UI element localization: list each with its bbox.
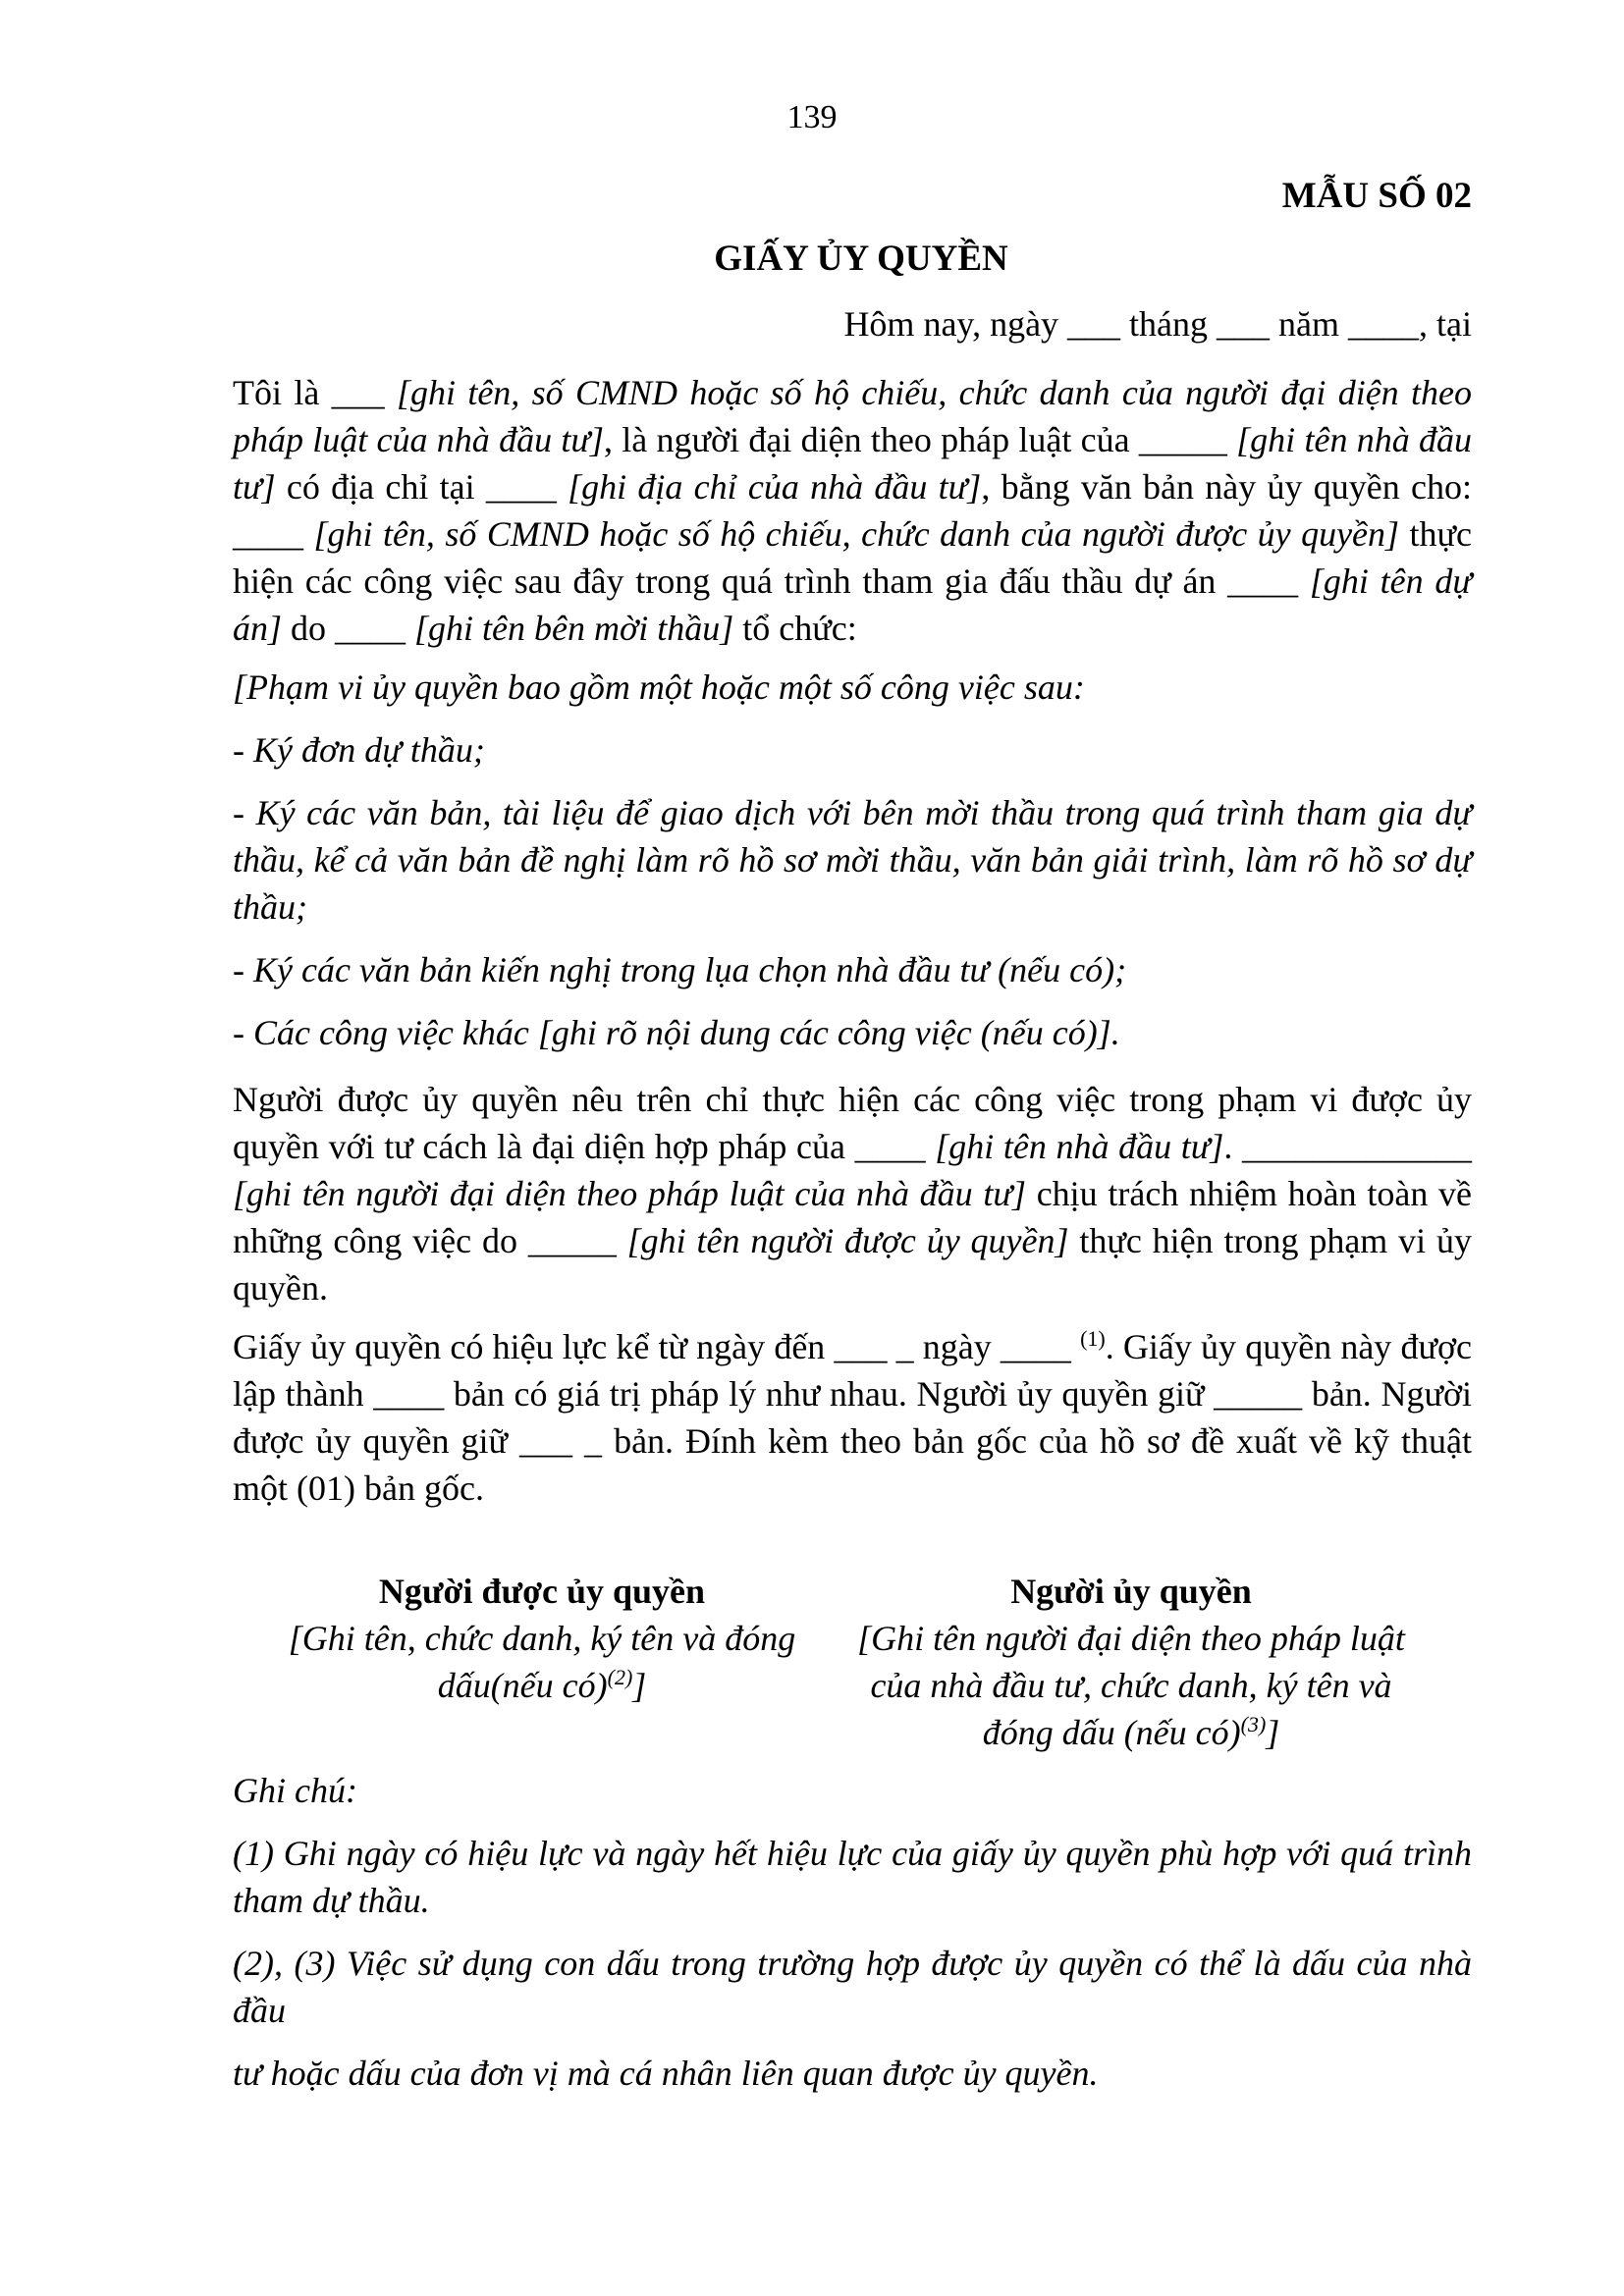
signature-title: Người được ủy quyền bbox=[378, 1572, 706, 1611]
document-title: GIẤY ỦY QUYỀN bbox=[714, 239, 1008, 279]
placeholder-text: [ghi tên dự án] bbox=[233, 561, 1472, 648]
placeholder-text: [ghi tên người được ủy quyền] bbox=[626, 1221, 1069, 1260]
placeholder-text: [ghi tên người đại diện theo pháp luật của nhà đầu tư] bbox=[233, 1174, 1027, 1213]
authorization-paragraph bbox=[233, 369, 1472, 652]
text-segment: tổ chức: bbox=[733, 609, 857, 648]
bracket-close: ] bbox=[632, 1666, 647, 1705]
paragraph-1 bbox=[233, 369, 1472, 652]
validity-paragraph bbox=[233, 1323, 1472, 1512]
placeholder-text: [ghi địa chỉ của nhà đầu tư] bbox=[568, 467, 982, 507]
scope-item: - Ký các văn bản, tài liệu để giao dịch với bên mời thầu trong quá trình tham gia dự thầu, kể cả văn bản đề nghị làm rõ hồ sơ mời thầu, văn bản giải trình, làm rõ hồ sơ dự thầu; bbox=[233, 793, 1472, 927]
placeholder-text: [ghi tên, số CMND hoặc số hộ chiếu, chức danh của người được ủy quyền] bbox=[313, 514, 1400, 554]
scope-item: - Ký đơn dự thầu; bbox=[233, 730, 485, 770]
signature-title: Người ủy quyền bbox=[1010, 1572, 1252, 1611]
text-segment: chịu trách nhiệm hoàn toàn về những công việc do _____ bbox=[233, 1174, 1472, 1260]
scope-list bbox=[233, 664, 1472, 1072]
note-item: (1) Ghi ngày có hiệu lực và ngày hết hiệu lực của giấy ủy quyền phù hợp với quá trình tham dự thầu. bbox=[233, 1834, 1472, 1920]
placeholder-text: [ghi tên bên mời thầu] bbox=[414, 609, 734, 648]
text-segment: thực hiện các công việc sau đây trong quá trình tham gia đấu thầu dự án ____ bbox=[233, 514, 1472, 601]
text-segment: , bằng văn bản này ủy quyền cho: ____ bbox=[233, 467, 1473, 554]
signature-instruction-text: [Ghi tên người đại diện theo pháp luật của nhà đầu tư, chức danh, ký tên và đóng dấu (nếu có) bbox=[857, 1619, 1405, 1752]
text-segment: do ____ bbox=[282, 609, 415, 648]
scope-heading: [Phạm vi ủy quyền bao gồm một hoặc một số công việc sau: bbox=[233, 667, 1085, 707]
notes-section bbox=[233, 1767, 1472, 2112]
text-segment: . _____________ bbox=[1223, 1127, 1472, 1166]
text-segment: có địa chỉ tại ____ bbox=[275, 467, 568, 507]
text-segment: Người được ủy quyền nêu trên chỉ thực hiện các công việc trong phạm vi được ủy quyền với tư cách là đại diện hợp pháp của ____ bbox=[233, 1080, 1472, 1166]
signature-instruction bbox=[257, 1615, 827, 1709]
page-number: 139 bbox=[786, 99, 838, 135]
placeholder-text: [ghi tên nhà đầu tư] bbox=[233, 420, 1472, 507]
placeholder-text: [ghi tên, số CMND hoặc số hộ chiếu, chức danh của người đại diện theo pháp luật của nhà đầu tư] bbox=[233, 373, 1472, 459]
date-line: Hôm nay, ngày ___ tháng ___ năm ____, tại bbox=[843, 304, 1472, 344]
signature-instruction-text: [Ghi tên, chức danh, ký tên và đóng dấu(nếu có) bbox=[288, 1619, 796, 1705]
placeholder-text: [ghi tên nhà đầu tư] bbox=[935, 1127, 1224, 1166]
signature-block-authorized bbox=[257, 1568, 827, 1709]
form-number: MẪU SỐ 02 bbox=[1281, 176, 1472, 216]
scope-item: - Các công việc khác [ghi rõ nội dung các công việc (nếu có)]. bbox=[233, 1013, 1120, 1052]
scope-item: - Ký các văn bản kiến nghị trong lụa chọn nhà đầu tư (nếu có); bbox=[233, 950, 1127, 989]
note-item: (2), (3) Việc sử dụng con dấu trong trường hợp được ủy quyền có thể là dấu của nhà đầu bbox=[233, 1944, 1472, 2030]
footnote-ref: (2) bbox=[607, 1665, 633, 1689]
paragraph-2 bbox=[233, 1076, 1472, 1311]
text-segment: Tôi là ___ bbox=[233, 373, 397, 412]
text-segment: Giấy ủy quyền có hiệu lực kể từ ngày đến ___ _ ngày ____ bbox=[233, 1327, 1081, 1366]
paragraph-3 bbox=[233, 1323, 1472, 1512]
note-item: tư hoặc dấu của đơn vị mà cá nhân liên quan được ủy quyền. bbox=[233, 2054, 1099, 2093]
notes-heading: Ghi chú: bbox=[233, 1771, 357, 1810]
footnote-ref: (1) bbox=[1080, 1326, 1106, 1351]
bracket-close: ] bbox=[1266, 1713, 1280, 1752]
signature-instruction bbox=[846, 1615, 1416, 1756]
signature-block-authorizer bbox=[846, 1568, 1416, 1756]
text-segment: . Giấy ủy quyền này được lập thành ____ bản có giá trị pháp lý như nhau. Người ủy quyền giữ _____ bản. Người được ủy quyền giữ ___ _ bản. Đính kèm theo bản gốc của hồ sơ đề xuất về kỹ thuật một (01) bản gốc. bbox=[233, 1327, 1472, 1508]
footnote-ref: (3) bbox=[1240, 1712, 1267, 1736]
responsibility-paragraph bbox=[233, 1076, 1472, 1311]
text-segment: , là người đại diện theo pháp luật của _____ bbox=[604, 420, 1237, 459]
text-segment: thực hiện trong phạm vi ủy quyền. bbox=[233, 1221, 1472, 1308]
